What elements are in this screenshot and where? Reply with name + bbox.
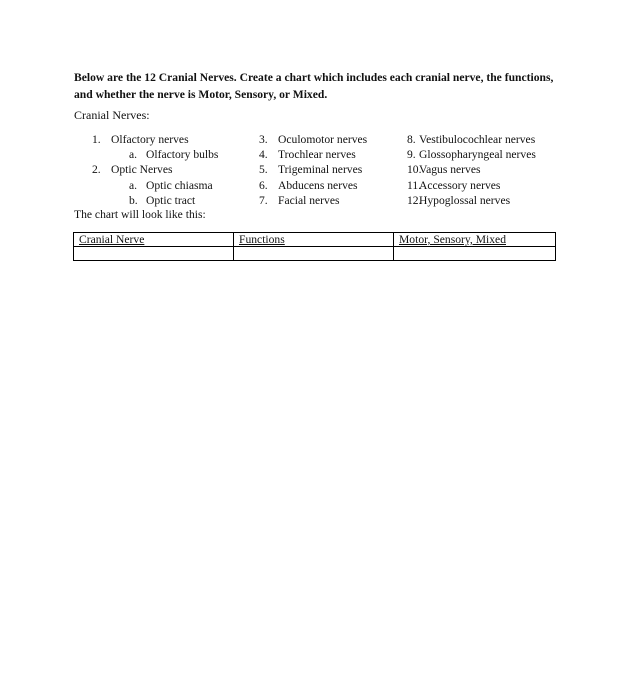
nerve-list-item [407,132,536,147]
list-item-text: Accessory nerves [419,178,501,192]
table-row [74,247,556,261]
nerve-list-item [259,162,367,177]
nerve-list-item [92,178,218,193]
list-item-number: 9. [407,148,416,162]
nerve-list-item [407,162,536,177]
list-item-number: 5. [259,163,268,177]
header-motor-sensory-mixed-label: Motor, Sensory, Mixed [399,233,506,246]
list-item-number: 11. [407,178,422,192]
list-item-text: Vestibulocochlear nerves [419,133,536,146]
list-item-text: Optic Nerves [111,163,173,177]
nerve-list-item [259,178,367,193]
nerve-list-item [407,147,536,162]
list-item-text: Trigeminal nerves [278,163,363,177]
list-item-number: 12. [407,193,422,207]
cranial-nerves-heading: Cranial Nerves: [74,108,150,122]
cranial-nerve-chart [73,232,556,261]
nerve-list-item [92,193,218,208]
list-item-text: Optic tract [146,193,196,207]
table-cell [74,247,234,261]
list-item-text: Abducens nerves [278,178,358,192]
list-item-number: 6. [259,178,268,192]
list-item-text: Facial nerves [278,193,340,207]
list-item-number: 10. [407,163,422,177]
list-item-number: 1. [92,133,101,146]
header-motor-sensory-mixed [394,233,556,247]
list-item-text: Glossopharyngeal nerves [419,148,536,162]
list-item-text: Olfactory nerves [111,133,189,146]
header-cranial-nerve-label: Cranial Nerve [79,233,145,246]
chart-header-row [74,233,556,247]
chart-intro-text: The chart will look like this: [74,208,206,221]
nerve-list-item [407,193,536,208]
list-item-text: Vagus nerves [419,163,481,177]
nerve-list-item [407,178,536,193]
header-cranial-nerve [74,233,234,247]
instructions-paragraph: Below are the 12 Cranial Nerves. Create a chart which includes each cranial nerve, the functions, and whether the nerve is Motor, Sensory, or Mixed. [74,71,554,101]
list-item-number: a. [129,178,138,192]
nerve-list-item [92,132,218,147]
list-item-number: 7. [259,193,268,207]
list-item-number: 8. [407,133,416,146]
list-item-text: Oculomotor nerves [278,133,368,146]
nerve-list-item [259,193,367,208]
nerve-list-column-1 [92,132,218,208]
list-item-text: Trochlear nerves [278,148,356,162]
list-item-number: 4. [259,148,268,162]
list-item-text: Optic chiasma [146,178,213,192]
nerve-list-item [259,147,367,162]
list-item-text: Olfactory bulbs [146,148,219,162]
list-item-text: Hypoglossal nerves [419,193,511,207]
list-item-number: 2. [92,163,101,177]
nerve-list-item [259,132,367,147]
nerve-list-item [92,147,218,162]
nerve-list-column-2 [259,132,367,208]
list-item-number: 3. [259,133,268,146]
nerve-list-item [92,162,218,177]
list-item-number: b. [129,193,138,207]
nerve-list-column-3 [407,132,536,208]
table-cell [394,247,556,261]
table-cell [234,247,394,261]
header-functions [234,233,394,247]
list-item-number: a. [129,148,138,162]
header-functions-label: Functions [239,233,285,246]
